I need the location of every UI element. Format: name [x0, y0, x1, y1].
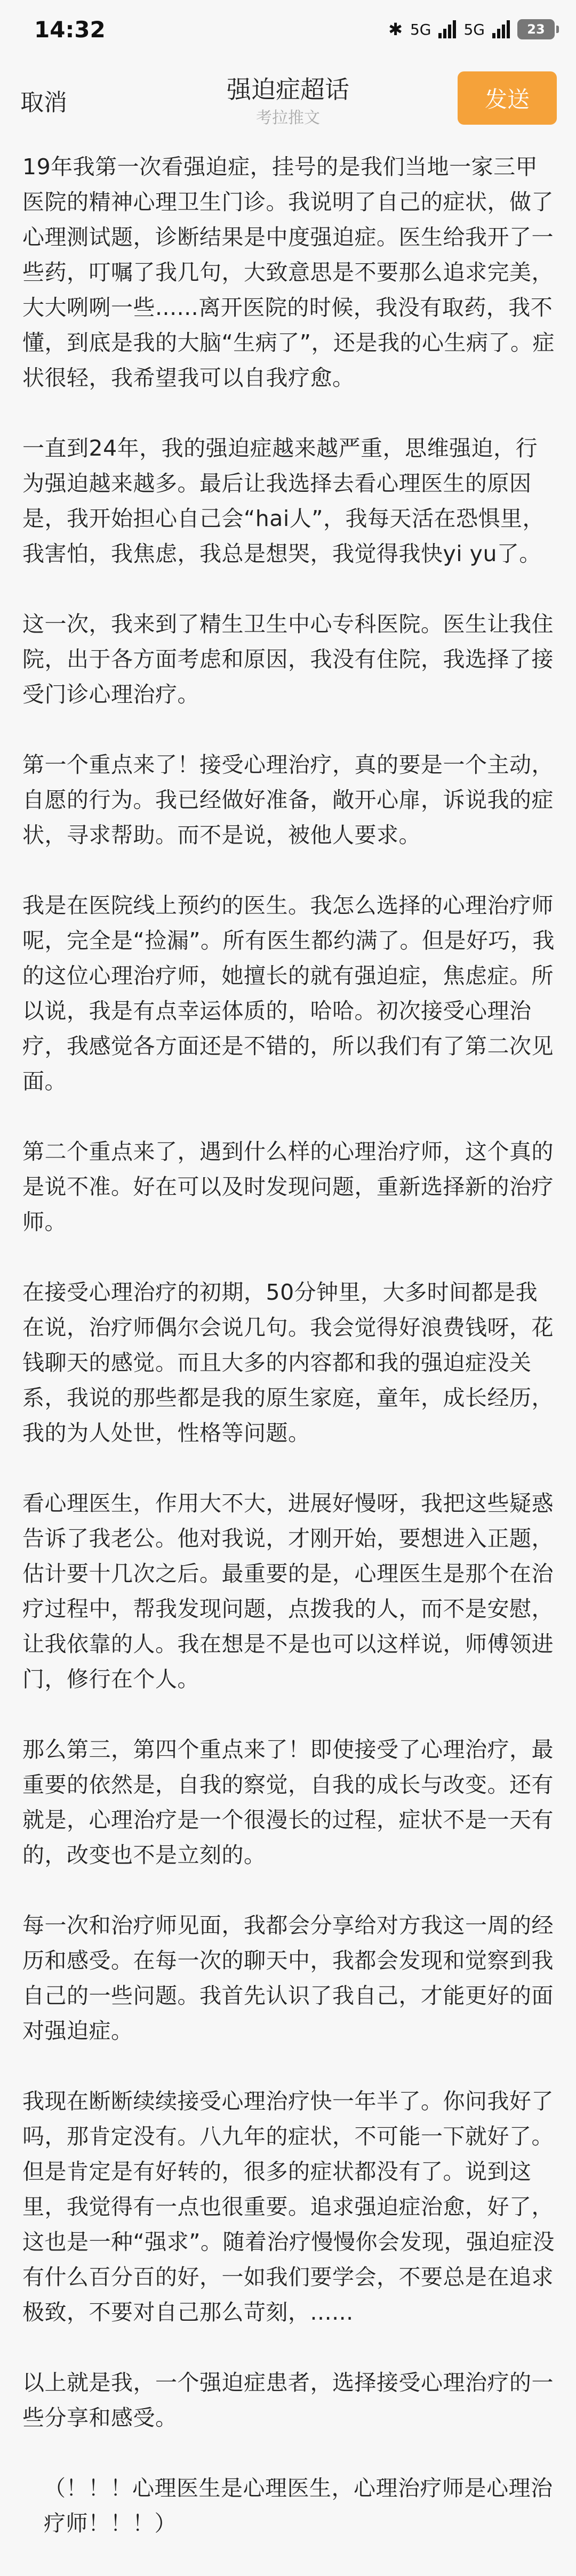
paragraph: 每一次和治疗师见面，我都会分享给对方我这一周的经历和感受。在每一次的聊天中，我都会发现和觉察到我自己的一些问题。我首先认识了我自己，才能更好的面对强迫症。 [22, 1913, 554, 2044]
status-time: 14:32 [34, 16, 106, 43]
paragraph: 在接受心理治疗的初期，50分钟里，大多时间都是我在说，治疗师偶尔会说几句。我会觉得好浪费钱呀，花钱聊天的感觉。而且大多的内容都和我的强迫症没关系，我说的那些都是我的原生家庭，童年，成长经历，我的为人处世，性格等问题。 [22, 1279, 554, 1446]
cancel-button[interactable]: 取消 [20, 83, 67, 117]
paragraph: 以上就是我，一个强迫症患者，选择接受心理治疗的一些分享和感受。 [22, 2370, 554, 2431]
signal-icon [438, 20, 456, 38]
network-label-1: 5G [410, 20, 431, 38]
page-title: 强迫症超话 [227, 75, 349, 104]
send-button[interactable]: 发送 [458, 71, 557, 125]
battery-icon [517, 19, 555, 39]
battery-level: 23 [527, 22, 545, 37]
paragraph: 19年我第一次看强迫症，挂号的是我们当地一家三甲医院的精神心理卫生门诊。我说明了自己的症状，做了心理测试题，诊断结果是中度强迫症。医生给我开了一些药，叮嘱了我几句，大致意思是不要那么追求完美，大大咧咧一些......离开医院的时候，我没有取药，我不懂，到底是我的大脑“生病了”，还是我的心生病了。症状很轻，我希望我可以自我疗愈。 [22, 154, 555, 391]
nav-bar [0, 59, 576, 139]
paragraph: 这一次，我来到了精生卫生中心专科医院。医生让我住院，出于各方面考虑和原因，我没有住院，我选择了接受门诊心理治疗。 [22, 611, 554, 707]
post-body[interactable] [22, 149, 556, 2576]
paragraph: 那么第三，第四个重点来了！即使接受了心理治疗，最重要的依然是，自我的察觉，自我的成长与改变。还有就是，心理治疗是一个很漫长的过程，症状不是一天有的，改变也不是立刻的。 [22, 1737, 554, 1868]
page-subtitle: 考拉推文 [256, 109, 320, 127]
paragraph: 第一个重点来了！接受心理治疗，真的要是一个主动，自愿的行为。我已经做好准备，敞开心扉，诉说我的症状，寻求帮助。而不是说，被他人要求。 [22, 752, 554, 848]
paragraph: 第二个重点来了，遇到什么样的心理治疗师，这个真的是说不准。好在可以及时发现问题，重新选择新的治疗师。 [22, 1139, 554, 1235]
status-bar [0, 0, 576, 59]
bluetooth-icon: ✱ [388, 19, 403, 39]
signal-icon-2 [492, 20, 510, 38]
paragraph: 我是在医院线上预约的医生。我怎么选择的心理治疗师呢，完全是“捡漏”。所有医生都约满了。但是好巧，我的这位心理治疗师，她擅长的就有强迫症，焦虑症。所以说，我是有点幸运体质的，哈哈。初次接受心理治疗，我感觉各方面还是不错的，所以我们有了第二次见面。 [22, 893, 555, 1094]
paragraph: 一直到24年，我的强迫症越来越严重，思维强迫，行为强迫越来越多。最后让我选择去看心理医生的原因是，我开始担心自己会“hai人”，我每天活在恐惧里，我害怕，我焦虑，我总是想哭，我觉得我快yi yu了。 [22, 435, 545, 566]
closing-note: （！！！心理医生是心理医生，心理治疗师是心理治疗师！！！） [44, 2475, 553, 2536]
paragraph: 我现在断断续续接受心理治疗快一年半了。你问我好了吗，那肯定没有。八九年的症状，不可能一下就好了。但是肯定是有好转的，很多的症状都没有了。说到这里，我觉得有一点也很重要。追求强迫症治愈，好了，这也是一种“强求”。随着治疗慢慢你会发现，强迫症没有什么百分百的好，一如我们要学会，不要总是在追求极致，不要对自己那么苛刻，...... [22, 2088, 555, 2325]
status-icons [388, 19, 555, 39]
paragraph: 看心理医生，作用大不大，进展好慢呀，我把这些疑惑告诉了我老公。他对我说，才刚开始，要想进入正题，估计要十几次之后。最重要的是，心理医生是那个在治疗过程中，帮我发现问题，点拨我的人，而不是安慰，让我依靠的人。我在想是不是也可以这样说，师傅领进门，修行在个人。 [22, 1490, 554, 1692]
network-label-2: 5G [463, 20, 485, 38]
